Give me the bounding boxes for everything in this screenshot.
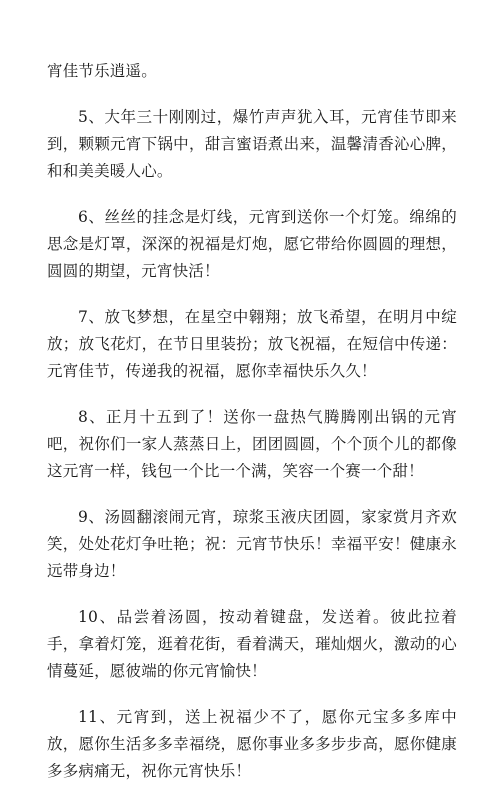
paragraph-11: 11、元宵到，送上祝福少不了，愿你元宝多多库中放，愿你生活多多幸福绕，愿你事业多多步步高，愿你健康多多病痛无，祝你元宵快乐！: [47, 708, 457, 780]
document-body: [47, 58, 457, 804]
paragraph-10: 10、品尝着汤圆，按动着键盘，发送着。彼此拉着手，拿着灯笼，逛着花街，看着满天，璀灿烟火，激动的心情蔓延，愿彼端的你元宵愉快！: [47, 608, 457, 680]
paragraph-9: 9、汤圆翻滚闹元宵，琼浆玉液庆团圆，家家赏月齐欢笑，处处花灯争吐艳；祝：元宵节快乐！幸福平安！健康永远带身边！: [47, 508, 457, 580]
paragraph-8: 8、正月十五到了！送你一盘热气腾腾刚出锅的元宵吧，祝你们一家人蒸蒸日上，团团圆圆，个个顶个儿的都像这元宵一样，钱包一个比一个满，笑容一个赛一个甜！: [47, 408, 457, 480]
paragraph-continuation: 宵佳节乐逍遥。: [47, 62, 157, 80]
paragraph-7: 7、放飞梦想，在星空中翱翔；放飞希望，在明月中绽放；放飞花灯，在节日里装扮；放飞祝福，在短信中传递：元宵佳节，传递我的祝福，愿你幸福快乐久久！: [47, 308, 457, 380]
paragraph-6: 6、丝丝的挂念是灯线，元宵到送你一个灯笼。绵绵的思念是灯罩，深深的祝福是灯炮，愿它带给你圆圆的理想，圆圆的期望，元宵快活！: [47, 208, 457, 280]
paragraph-5: 5、大年三十刚刚过，爆竹声声犹入耳，元宵佳节即来到，颗颗元宵下锅中，甜言蜜语煮出来，温馨清香沁心脾，和和美美暖人心。: [47, 108, 457, 180]
